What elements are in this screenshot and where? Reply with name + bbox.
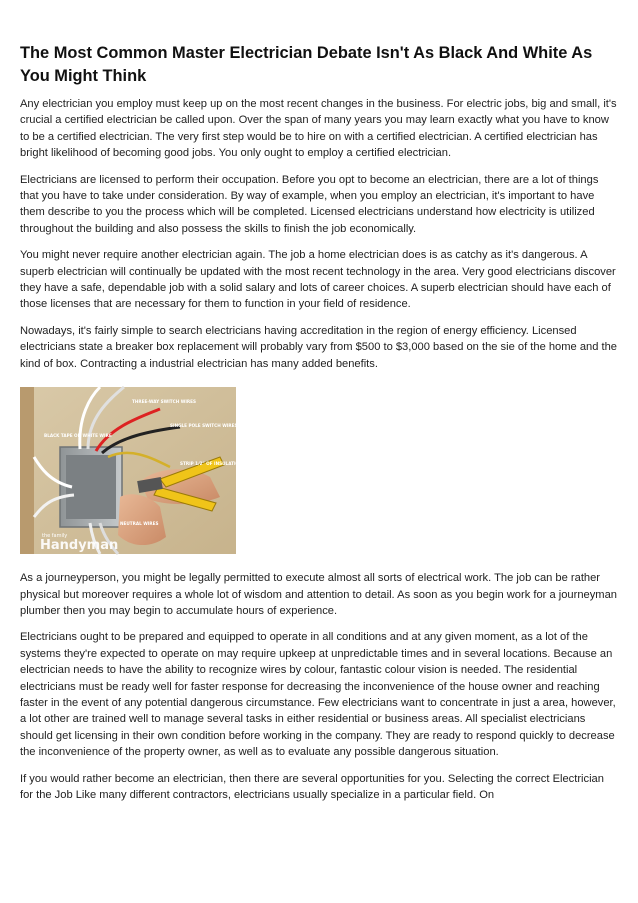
paragraph-5: As a journeyperson, you might be legally permitted to execute almost all sorts of electrical work. The job can be rather physical but moreover requires a whole lot of wisdom and attention to detail. As soon as you begin work for a journeyman plumber then you may begin to accumulate hours of experience. xyxy=(20,572,617,617)
document-title: The Most Common Master Electrician Debate Isn't As Black And White As You Might Think xyxy=(20,44,593,85)
label-three-way: THREE-WAY SWITCH WIRES xyxy=(132,399,196,405)
document-page xyxy=(20,42,618,813)
paragraph-7: If you would rather become an electrician, then there are several opportunities for you. Selecting the correct Electrician for the Job Like many different contractors, electricians usually specialize in a particular field. On xyxy=(20,772,604,801)
paragraph-6: Electricians ought to be prepared and equipped to operate in all conditions and at any given moment, as a lot of the systems they're expected to operate on may require upkeep at unpredictable times and in several locations. Because an electrician needs to have the ability to recognize wires by colour, fantastic colour vision is needed. The residential electricians must be ready well for faster response for decreasing the inconvenience of the house owner and reaching faster in the event of any potential dangerous circumstance. Few electricians want to concentrate in just a area, however, a lot other are trained well to manage several tasks in either residential or business areas. All specialist electricians should get licensing in their own condition before working in the company. They are ready to respond quickly to decrease the inconvenience of the property owner, as well as to evaluate any possible dangerous situation. xyxy=(20,631,616,759)
label-strip: STRIP 1/2" OF INSULATION xyxy=(180,461,243,467)
brand-logo-text: Handyman xyxy=(40,538,119,554)
electrician-wiring-photo xyxy=(20,387,243,554)
paragraph-1: Any electrician you employ must keep up on the most recent changes in the business. For electric jobs, big and small, it's crucial a certified electrician be called upon. Over the span of many years you may learn exactly what you have to know to be a certified electrician. The very first step would be to hire on with a certified electrician. A certified electrician has bright likelihood of becoming good jobs. You only ought to employ a certified electrician. xyxy=(20,98,617,160)
paragraph-2: Electricians are licensed to perform their occupation. Before you opt to become an electrician, there are a lot of things that you have to take under consideration. By way of example, when you employ an electrician, it's important to have them describe to you the process which will be completed. Licensed electricians understand how electricity is utilized throughout the building and also possess the skills to finish the job economically. xyxy=(20,173,599,235)
label-black-tape: BLACK TAPE ON WHITE WIRE xyxy=(44,433,112,439)
label-single-pole: SINGLE POLE SWITCH WIRES xyxy=(170,423,238,429)
paragraph-4: Nowadays, it's fairly simple to search electricians having accreditation in the region of energy efficiency. Licensed electricians state a breaker box replacement will probably vary from $500 to $3,000 based on the sie of the home and the kind of box. Contracting a industrial electrician has many added benefits. xyxy=(20,324,617,370)
brand-small-text: the family xyxy=(42,533,68,540)
label-neutral: NEUTRAL WIRES xyxy=(120,521,159,527)
paragraph-3: You might never require another electrician again. The job a home electrician does is as catchy as it's dangerous. A superb electrician will continually be updated with the most recent technology in the area. Very good electricians discover they have a safe, dependable job with a solid salary and lots of career choices. A superb electrician should have each of those licenses that are necessary for them to function in your field of residence. xyxy=(20,249,616,311)
